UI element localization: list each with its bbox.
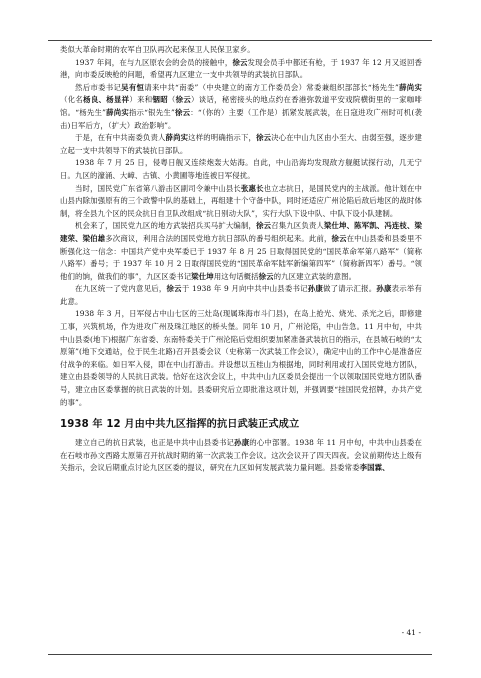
paragraph (60, 157, 422, 182)
text-run: 于 1938 年 9 月向中共中山县委书记 (181, 284, 308, 294)
paragraph (60, 44, 422, 57)
name-bold: 梁仕坤 (191, 271, 214, 281)
name-bold: 铟昭 (152, 95, 168, 105)
name-bold: 徐云 (174, 107, 191, 117)
paragraph (60, 132, 422, 157)
name-bold: 薛尚实 (398, 82, 422, 92)
text-run: （化名 (60, 95, 84, 105)
text-run: 发现会员手中都还有枪，于 1937 年 12 月又返回香港，向市委反映枪的问题，希望再九区建立一支中共领导的武装抗日部队。 (60, 57, 423, 80)
name-bold: 孙康 (307, 284, 323, 294)
paragraph (60, 283, 422, 308)
name-bold: 张惠长 (240, 183, 264, 193)
paragraph (60, 82, 422, 132)
body-text (60, 44, 422, 475)
text-run: 的心中部署。1938 年 11 月中旬，中共中山县委在在石岐市孙文西路太原第召开抗战时期的第一次武装工作会议。这次会议开了四天四夜。会议前期传达上级有关指示，会议后期重点讨论九区区委的提议，研究在九区如何发展武装力量问题。县委常委 (60, 438, 422, 473)
page-number: - 41 - (401, 628, 421, 637)
text-run: 用这句话概括 (213, 271, 259, 281)
section-heading: 1938 年 12 月由中共九区指挥的抗日武装正式成立 (60, 419, 300, 431)
text-run: （ (167, 95, 176, 105)
name-bold: 薛尚实 (165, 133, 189, 143)
text-run: 做了请示汇报。 (322, 284, 377, 294)
text-run: ：“（你的）主要（工作是）抓紧发展武装，在日寇进攻广州时可机(袭击)日军后方，（扩大）政治影响”。 (60, 107, 422, 130)
name-bold: 李国霖、 (359, 463, 390, 473)
text-run: 在九区统一了党内意见后， (75, 284, 167, 294)
text-run: 1937 年间，在与九区原农会的会员的接触中， (75, 57, 233, 67)
text-run: 当时，国民党广东省第八游击区副司令兼中山县长 (75, 183, 241, 193)
name-bold: 徐云 (232, 57, 248, 67)
text-run: 在中山县委和县委里不断强化这一信念：中国共产党中央军委已于 1937 年 8 月 25 日取得国民党的“国民革命军第八路军”（简称八路军）番号；于 1937 年 10 月 2 日取得国民党的“国民革命军陆军新编第四军”（简称新四军）番号。“领他们的饷，做我们的事”，九区区委书记 (60, 233, 422, 281)
name-bold: 杨良、杨显祥 (83, 95, 130, 105)
text-run: 类似大革命时期的农军自卫队再次起来保卫人民保卫家乡。 (60, 45, 255, 54)
text-run: 这样的明确指示下， (188, 133, 257, 143)
bottom-rule (48, 654, 432, 655)
text-run: 召集九区负责人 (271, 221, 324, 231)
text-run: 的九区建立武装的意图。 (273, 271, 357, 281)
paragraph (60, 308, 422, 409)
text-run: 决心在中山九区由小至大、由弱至强，逐步建立起一支中共领导下的武装抗日部队。 (60, 133, 422, 155)
text-run: 也立志抗日，是国民党内的主战派。他计划在中山县内除加强原有的三个政警中队的基础上，再组建十个守备中队，同时还适应广州沦陷后敌后地区的战时体制，将全县九个区的民众抗日自卫队改组成“抗日别动大队”，实行大队下设中队、中队下设小队建制。 (60, 183, 422, 218)
paragraph (60, 220, 422, 283)
paragraph (60, 437, 422, 475)
text-run: 1938 年 7 月 25 日，侵粤日舰又连续炮轰大姑海。自此，中山沿海均发现敌方舰艇试探行动，几无宁日。九区的濠涌、大嶂、古镇、小黄圃等地连被日军侵扰。 (60, 158, 422, 180)
name-bold: 孙康 (234, 438, 250, 448)
name-bold: 吴有恒 (121, 82, 145, 92)
name-bold: 薛尚实 (105, 107, 129, 117)
text-run: ）来和 (129, 95, 153, 105)
text-run: 于是，在有中共南委负责人 (75, 133, 166, 143)
top-rule (48, 40, 432, 41)
text-run: 1938 年 3 月，日军侵占中山七区的三灶岛(现属珠海市斗门县)，在岛上抢光、烧光、杀光之后，即修建工事，兴筑机场，作为进攻广州及珠江地区的桥头堡。同年 10 月，广州沦陷，中山告急。11 月中旬，中共中山县委(地下)根据广东省委、东南特委关于广州沦陷后党组织要加紧准备武装抗日的指示，在县城石岐的“太原第”(地下交通站，位于民生北路)召开县委会议（史称第一次武装工作会议），确定中山的工作中心是准备应付战争的来临。如日军入侵，即在中山打游击。并设想以五桂山为根据地，同时利用或打入国民党地方团队，建立由县委领导的人民抗日武装。恰好在这次会议上，中共中山九区委员会提出一个以领取国民党地方团队番号，建立由区委掌握的抗日武装的计划。县委研究后立即批准这项计划，并强调要“挂国民党招牌，办共产党的事”。 (60, 309, 422, 407)
text-run: 指示“银先生” (128, 107, 175, 117)
text-run: 机会来了，国民党九区的地方武装招兵买马扩大编制， (75, 221, 257, 231)
name-bold: 孙康 (376, 284, 392, 294)
name-bold: 徐云 (256, 133, 272, 143)
paragraph (60, 183, 422, 221)
name-bold: 徐云 (166, 284, 182, 294)
name-bold: 徐云 (175, 95, 192, 105)
paragraph (60, 57, 422, 82)
text-run: 多次商议，利用合法的国民党地方抗日部队的番号组织起来。此前， (105, 233, 332, 243)
name-bold: 徐云 (331, 233, 347, 243)
name-bold: 徐云 (256, 221, 272, 231)
text-run: 请来中共“南委”（中央建立的南方工作委员会）常委兼组织部部长“杨先生” (144, 82, 399, 92)
name-bold: 徐云 (258, 271, 274, 281)
text-run: 然后市委书记 (75, 82, 122, 92)
text-run: 表示举有此意。 (60, 284, 423, 306)
text-run: 建立自己的抗日武装，也正是中共中山县委书记 (75, 438, 235, 448)
text-run: ）谈话，秘密接头的地点约在香港弥敦道平安戏院横街里的一家咖啡馆。“杨先生” (60, 95, 422, 117)
name-bold: 梁仕坤、陈军凯、冯连枝、梁建荣、梁伯雄 (60, 221, 422, 243)
